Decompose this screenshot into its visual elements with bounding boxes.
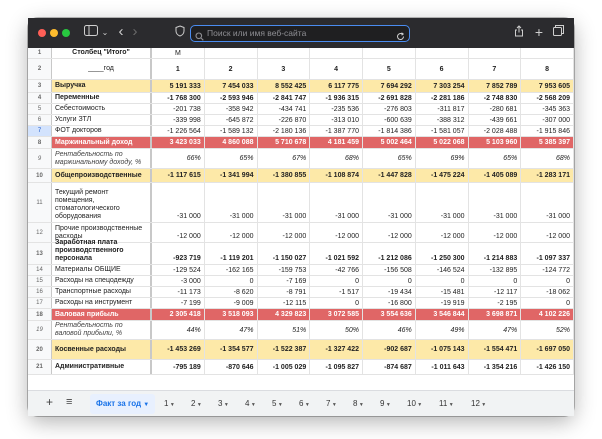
value-cell[interactable]: 7 852 789: [469, 80, 522, 92]
tab-month[interactable]: [380, 398, 391, 410]
value-cell[interactable]: -1 453 269: [152, 340, 205, 359]
row-label-cell[interactable]: Выручка: [52, 80, 152, 92]
chevron-down-icon: ▼: [276, 402, 283, 408]
tab-label: 11: [439, 399, 448, 408]
table-row: [28, 265, 574, 276]
chevron-down-icon: ▼: [415, 402, 423, 408]
value-cell[interactable]: 0: [521, 276, 574, 286]
value-cell[interactable]: -870 646: [205, 360, 258, 374]
tab-label: 4: [245, 399, 250, 408]
value-cell[interactable]: -19 434: [363, 287, 416, 297]
value-cell[interactable]: -1 108 874: [310, 169, 363, 182]
sidebar-icon[interactable]: [80, 25, 102, 41]
chevron-down-icon: ▼: [303, 402, 310, 408]
value-cell[interactable]: -1 095 827: [310, 360, 363, 374]
value-cell[interactable]: -162 165: [205, 265, 258, 275]
table-row: [28, 80, 574, 93]
value-cell[interactable]: -31 000: [521, 183, 574, 222]
value-cell[interactable]: 0: [416, 276, 469, 286]
shield-icon[interactable]: [174, 25, 186, 41]
chevron-down-icon: ▼: [222, 402, 229, 408]
row-label-cell[interactable]: Услуги ЗТЛ: [52, 115, 152, 125]
header-cell[interactable]: 8: [521, 59, 574, 79]
value-cell[interactable]: -31 000: [363, 183, 416, 222]
value-cell[interactable]: 4 860 088: [205, 137, 258, 148]
value-cell[interactable]: -12 000: [205, 223, 258, 242]
value-cell[interactable]: 68%: [521, 149, 574, 168]
value-cell[interactable]: 3 423 033: [152, 137, 205, 148]
value-cell[interactable]: -388 312: [416, 115, 469, 125]
tab-label: 7: [326, 399, 331, 408]
value-cell[interactable]: 7 953 605: [521, 80, 574, 92]
table-row: [28, 137, 574, 149]
row-label-cell[interactable]: Косвенные расходы: [52, 340, 152, 359]
address-bar[interactable]: [190, 25, 410, 42]
value-cell[interactable]: 5 002 464: [363, 137, 416, 148]
value-cell[interactable]: -31 000: [310, 183, 363, 222]
back-button[interactable]: ‹: [118, 23, 124, 40]
header-cell[interactable]: 1: [152, 59, 205, 79]
value-cell[interactable]: 65%: [469, 149, 522, 168]
table-row: [28, 287, 574, 298]
value-cell[interactable]: 69%: [416, 149, 469, 168]
value-cell[interactable]: -276 803: [363, 104, 416, 114]
tab-month[interactable]: [164, 398, 175, 410]
value-cell[interactable]: 0: [310, 298, 363, 308]
value-cell[interactable]: -1 212 086: [363, 243, 416, 264]
value-cell[interactable]: -874 687: [363, 360, 416, 374]
value-cell[interactable]: -1 814 386: [363, 126, 416, 136]
value-cell[interactable]: -2 691 828: [363, 93, 416, 103]
value-cell[interactable]: 44%: [152, 321, 205, 339]
value-cell[interactable]: 5 385 397: [521, 137, 574, 148]
value-cell[interactable]: -1 354 216: [469, 360, 522, 374]
tabs-overview-icon[interactable]: [552, 25, 564, 41]
value-cell[interactable]: -339 998: [152, 115, 205, 125]
value-cell[interactable]: 5 191 333: [152, 80, 205, 92]
chevron-down-icon: ▼: [195, 402, 202, 408]
value-cell[interactable]: -1 697 050: [521, 340, 574, 359]
value-cell[interactable]: -1 522 387: [258, 340, 311, 359]
value-cell[interactable]: -12 000: [469, 223, 522, 242]
value-cell[interactable]: -345 363: [521, 104, 574, 114]
value-cell[interactable]: 4 329 823: [258, 309, 311, 320]
value-cell[interactable]: -1 021 592: [310, 243, 363, 264]
header-row-2: [28, 59, 574, 80]
value-cell[interactable]: -2 028 488: [469, 126, 522, 136]
value-cell[interactable]: 3 554 636: [363, 309, 416, 320]
row-label-cell[interactable]: Транспортные расходы: [52, 287, 152, 297]
value-cell[interactable]: 68%: [310, 149, 363, 168]
forward-button[interactable]: ›: [132, 23, 138, 40]
value-cell[interactable]: 65%: [205, 149, 258, 168]
row-label-cell[interactable]: Расходы на инструмент: [52, 298, 152, 308]
chevron-down-icon: ▼: [479, 402, 487, 408]
chevron-down-icon: ▼: [447, 402, 454, 408]
row-number[interactable]: 21: [28, 360, 52, 374]
value-cell[interactable]: -1 005 029: [258, 360, 311, 374]
value-cell[interactable]: 0: [363, 276, 416, 286]
value-cell[interactable]: -2 180 136: [258, 126, 311, 136]
value-cell[interactable]: 47%: [469, 321, 522, 339]
row-number[interactable]: 13: [28, 243, 52, 264]
value-cell[interactable]: -1 517: [310, 287, 363, 297]
table-row: [28, 93, 574, 104]
row-number[interactable]: 3: [28, 80, 52, 92]
value-cell[interactable]: -16 800: [363, 298, 416, 308]
row-number[interactable]: 2: [28, 59, 52, 79]
row-label-cell[interactable]: Маржинальный доход: [52, 137, 152, 148]
row-number[interactable]: 4: [28, 93, 52, 103]
value-cell[interactable]: -226 870: [258, 115, 311, 125]
tab-month[interactable]: [439, 398, 454, 410]
value-cell[interactable]: -12 000: [521, 223, 574, 242]
row-label-cell[interactable]: Общепроизводственные: [52, 169, 152, 182]
tab-month[interactable]: [299, 398, 310, 410]
search-icon: [195, 28, 204, 46]
chevron-down-icon: ▼: [330, 402, 337, 408]
row-label-cell[interactable]: Рентабельность по валовой прибыли, %: [52, 321, 152, 339]
value-cell[interactable]: 7 303 254: [416, 80, 469, 92]
header-cell[interactable]: [416, 48, 469, 58]
value-cell[interactable]: 0: [469, 276, 522, 286]
tab-month[interactable]: [191, 398, 202, 410]
header-row-1: [28, 48, 574, 59]
value-cell[interactable]: 0: [205, 276, 258, 286]
row-number[interactable]: 16: [28, 287, 52, 297]
value-cell[interactable]: -1 011 643: [416, 360, 469, 374]
value-cell[interactable]: 67%: [258, 149, 311, 168]
value-cell[interactable]: -1 475 224: [416, 169, 469, 182]
tab-label: Факт за год: [96, 399, 142, 408]
add-sheet-button[interactable]: +: [46, 395, 54, 409]
table-row: [28, 115, 574, 126]
value-cell[interactable]: -1 341 994: [205, 169, 258, 182]
header-cell[interactable]: [205, 48, 258, 58]
value-cell[interactable]: -31 000: [416, 183, 469, 222]
value-cell[interactable]: 52%: [521, 321, 574, 339]
value-cell[interactable]: -156 508: [363, 265, 416, 275]
chevron-down-icon[interactable]: ⌄: [101, 28, 109, 37]
value-cell[interactable]: 5 022 068: [416, 137, 469, 148]
tab-label: 9: [380, 399, 385, 408]
row-label-cell[interactable]: Себестоимость: [52, 104, 152, 114]
value-cell[interactable]: -2 281 186: [416, 93, 469, 103]
all-sheets-button[interactable]: ≡: [66, 396, 73, 408]
row-number[interactable]: 5: [28, 104, 52, 114]
value-cell[interactable]: -645 872: [205, 115, 258, 125]
value-cell[interactable]: -8 620: [205, 287, 258, 297]
new-tab-icon[interactable]: +: [534, 24, 544, 40]
value-cell[interactable]: -313 010: [310, 115, 363, 125]
value-cell[interactable]: -15 481: [416, 287, 469, 297]
row-number[interactable]: 9: [28, 149, 52, 168]
value-cell[interactable]: -1 936 315: [310, 93, 363, 103]
value-cell[interactable]: 0: [521, 298, 574, 308]
row-label-cell[interactable]: Переменные: [52, 93, 152, 103]
table-row: [28, 340, 574, 360]
chevron-down-icon: ▼: [357, 402, 364, 408]
header-cell[interactable]: 4: [310, 59, 363, 79]
value-cell[interactable]: -1 768 300: [152, 93, 205, 103]
value-cell[interactable]: -1 226 564: [152, 126, 205, 136]
value-cell[interactable]: 46%: [363, 321, 416, 339]
value-cell[interactable]: -307 000: [521, 115, 574, 125]
value-cell[interactable]: -434 741: [258, 104, 311, 114]
row-number[interactable]: 15: [28, 276, 52, 286]
value-cell[interactable]: -12 000: [363, 223, 416, 242]
header-cell[interactable]: [363, 48, 416, 58]
table-row: [28, 276, 574, 287]
value-cell[interactable]: -1 405 089: [469, 169, 522, 182]
value-cell[interactable]: -7 169: [258, 276, 311, 286]
tab-label: 2: [191, 399, 196, 408]
value-cell[interactable]: -9 009: [205, 298, 258, 308]
row-number[interactable]: 14: [28, 265, 52, 275]
value-cell[interactable]: -1 387 770: [310, 126, 363, 136]
close-button[interactable]: [38, 29, 46, 37]
value-cell[interactable]: 4 102 226: [521, 309, 574, 320]
value-cell[interactable]: 3 518 093: [205, 309, 258, 320]
row-label-cell[interactable]: Административные: [52, 360, 152, 374]
value-cell[interactable]: -358 942: [205, 104, 258, 114]
value-cell[interactable]: -19 919: [416, 298, 469, 308]
value-cell[interactable]: -2 748 830: [469, 93, 522, 103]
header-cell[interactable]: 2: [205, 59, 258, 79]
header-label[interactable]: ____год: [52, 59, 152, 79]
tab-label: 12: [471, 399, 480, 408]
header-cell[interactable]: 3: [258, 59, 311, 79]
value-cell[interactable]: -923 719: [152, 243, 205, 264]
table-row: [28, 104, 574, 115]
spreadsheet-grid[interactable]: [28, 48, 574, 390]
value-cell[interactable]: -159 753: [258, 265, 311, 275]
row-number[interactable]: 1: [28, 48, 52, 58]
tab-label: 1: [164, 399, 169, 408]
value-cell[interactable]: -146 524: [416, 265, 469, 275]
table-row: [28, 309, 574, 321]
row-number[interactable]: 6: [28, 115, 52, 125]
reload-icon[interactable]: [396, 28, 405, 46]
table-row: [28, 298, 574, 309]
value-cell[interactable]: 5 103 960: [469, 137, 522, 148]
value-cell[interactable]: 2 305 418: [152, 309, 205, 320]
value-cell[interactable]: -235 536: [310, 104, 363, 114]
tab-fact-year[interactable]: [90, 394, 155, 414]
value-cell[interactable]: -1 214 883: [469, 243, 522, 264]
value-cell[interactable]: 51%: [258, 321, 311, 339]
value-cell[interactable]: -12 000: [152, 223, 205, 242]
value-cell[interactable]: -1 097 337: [521, 243, 574, 264]
value-cell[interactable]: -600 639: [363, 115, 416, 125]
value-cell[interactable]: -2 593 946: [205, 93, 258, 103]
value-cell[interactable]: -31 000: [205, 183, 258, 222]
value-cell[interactable]: -1 915 846: [521, 126, 574, 136]
value-cell[interactable]: -1 581 057: [416, 126, 469, 136]
value-cell[interactable]: -2 568 209: [521, 93, 574, 103]
value-cell[interactable]: 0: [310, 276, 363, 286]
header-cell[interactable]: 6: [416, 59, 469, 79]
row-label-cell[interactable]: Заработная плата производственного персонала: [52, 243, 152, 264]
table-row: [28, 126, 574, 137]
value-cell[interactable]: -31 000: [469, 183, 522, 222]
value-cell[interactable]: -12 000: [416, 223, 469, 242]
row-label-cell[interactable]: Расходы на спецодежду: [52, 276, 152, 286]
row-label-cell[interactable]: ФОТ докторов: [52, 126, 152, 136]
row-number[interactable]: 18: [28, 309, 52, 320]
value-cell[interactable]: -8 791: [258, 287, 311, 297]
value-cell[interactable]: -1 554 471: [469, 340, 522, 359]
value-cell[interactable]: 65%: [363, 149, 416, 168]
row-number[interactable]: 10: [28, 169, 52, 182]
value-cell[interactable]: -1 117 615: [152, 169, 205, 182]
header-cell[interactable]: М: [152, 48, 205, 58]
value-cell[interactable]: -1 075 143: [416, 340, 469, 359]
header-cell[interactable]: [310, 48, 363, 58]
tab-label: 5: [272, 399, 277, 408]
value-cell[interactable]: -31 000: [258, 183, 311, 222]
value-cell[interactable]: -2 841 747: [258, 93, 311, 103]
value-cell[interactable]: -132 895: [469, 265, 522, 275]
value-cell[interactable]: -18 062: [521, 287, 574, 297]
value-cell[interactable]: -1 589 132: [205, 126, 258, 136]
chevron-down-icon: ▼: [143, 402, 150, 408]
value-cell[interactable]: -12 117: [469, 287, 522, 297]
value-cell[interactable]: -311 817: [416, 104, 469, 114]
row-label-cell[interactable]: Текущий ремонт помещения, стоматологического оборудования: [52, 183, 152, 222]
value-cell[interactable]: 7 694 292: [363, 80, 416, 92]
value-cell[interactable]: 4 181 459: [310, 137, 363, 148]
row-label-cell[interactable]: Рентабельность по маржинальному доходу, %: [52, 149, 152, 168]
table-row: [28, 239, 574, 265]
value-cell[interactable]: -1 250 300: [416, 243, 469, 264]
tab-month[interactable]: [326, 398, 337, 410]
table-row: [28, 360, 574, 375]
tab-month[interactable]: [218, 398, 229, 410]
value-cell[interactable]: -3 000: [152, 276, 205, 286]
value-cell[interactable]: -12 000: [310, 223, 363, 242]
value-cell[interactable]: 49%: [416, 321, 469, 339]
value-cell[interactable]: -7 199: [152, 298, 205, 308]
maximize-button[interactable]: [62, 29, 70, 37]
value-cell[interactable]: -2 195: [469, 298, 522, 308]
row-number[interactable]: 20: [28, 340, 52, 359]
value-cell[interactable]: -201 738: [152, 104, 205, 114]
value-cell[interactable]: 7 454 033: [205, 80, 258, 92]
value-cell[interactable]: 3 072 585: [310, 309, 363, 320]
table-row: [28, 149, 574, 169]
value-cell[interactable]: 6 117 775: [310, 80, 363, 92]
browser-window: [28, 18, 574, 416]
sheet-tab-bar: [28, 390, 574, 416]
value-cell[interactable]: -1 380 855: [258, 169, 311, 182]
chevron-down-icon: ▼: [384, 402, 391, 408]
value-cell[interactable]: -129 524: [152, 265, 205, 275]
row-number[interactable]: 19: [28, 321, 52, 339]
value-cell[interactable]: 47%: [205, 321, 258, 339]
tab-month[interactable]: [471, 398, 486, 410]
table-row: [28, 183, 574, 223]
value-cell[interactable]: -1 150 027: [258, 243, 311, 264]
value-cell[interactable]: -439 661: [469, 115, 522, 125]
share-icon[interactable]: [513, 25, 525, 41]
value-cell[interactable]: 5 710 678: [258, 137, 311, 148]
tab-label: 10: [407, 399, 416, 408]
tab-month[interactable]: [353, 398, 364, 410]
tab-month[interactable]: [272, 398, 283, 410]
value-cell[interactable]: -280 681: [469, 104, 522, 114]
value-cell[interactable]: -795 189: [152, 360, 205, 374]
row-number[interactable]: 11: [28, 183, 52, 222]
row-number[interactable]: 17: [28, 298, 52, 308]
value-cell[interactable]: -1 447 828: [363, 169, 416, 182]
header-label[interactable]: Столбец "Итого": [52, 48, 152, 58]
value-cell[interactable]: 50%: [310, 321, 363, 339]
value-cell[interactable]: -12 115: [258, 298, 311, 308]
row-label-cell[interactable]: Валовая прибыль: [52, 309, 152, 320]
value-cell[interactable]: 3 698 871: [469, 309, 522, 320]
tab-month[interactable]: [407, 398, 422, 410]
value-cell[interactable]: -1 119 201: [205, 243, 258, 264]
value-cell[interactable]: -11 173: [152, 287, 205, 297]
chevron-down-icon: ▼: [249, 402, 256, 408]
value-cell[interactable]: -1 426 150: [521, 360, 574, 374]
minimize-button[interactable]: [50, 29, 58, 37]
table-row: [28, 169, 574, 183]
value-cell[interactable]: -124 772: [521, 265, 574, 275]
value-cell[interactable]: -1 283 171: [521, 169, 574, 182]
chevron-down-icon: ▼: [168, 402, 175, 408]
header-cell[interactable]: [521, 48, 574, 58]
header-cell[interactable]: [258, 48, 311, 58]
value-cell[interactable]: 66%: [152, 149, 205, 168]
address-placeholder: Поиск или имя веб-сайта: [207, 28, 307, 38]
value-cell[interactable]: -902 687: [363, 340, 416, 359]
tab-month[interactable]: [245, 398, 256, 410]
header-cell[interactable]: 7: [469, 59, 522, 79]
header-cell[interactable]: [469, 48, 522, 58]
value-cell[interactable]: -42 766: [310, 265, 363, 275]
value-cell[interactable]: -1 327 422: [310, 340, 363, 359]
browser-toolbar: [28, 18, 574, 48]
value-cell[interactable]: 8 552 425: [258, 80, 311, 92]
tab-label: 6: [299, 399, 304, 408]
row-label-cell[interactable]: Прочие производственные расходы: [52, 223, 152, 242]
row-label-cell[interactable]: Материалы ОБЩИЕ: [52, 265, 152, 275]
value-cell[interactable]: 3 546 844: [416, 309, 469, 320]
table-row: [28, 321, 574, 340]
value-cell[interactable]: -31 000: [152, 183, 205, 222]
row-number[interactable]: 7: [28, 126, 52, 136]
value-cell[interactable]: -12 000: [258, 223, 311, 242]
row-number[interactable]: 12: [28, 223, 52, 242]
tab-label: 3: [218, 399, 223, 408]
tab-label: 8: [353, 399, 358, 408]
value-cell[interactable]: -1 354 577: [205, 340, 258, 359]
header-cell[interactable]: 5: [363, 59, 416, 79]
row-number[interactable]: 8: [28, 137, 52, 148]
